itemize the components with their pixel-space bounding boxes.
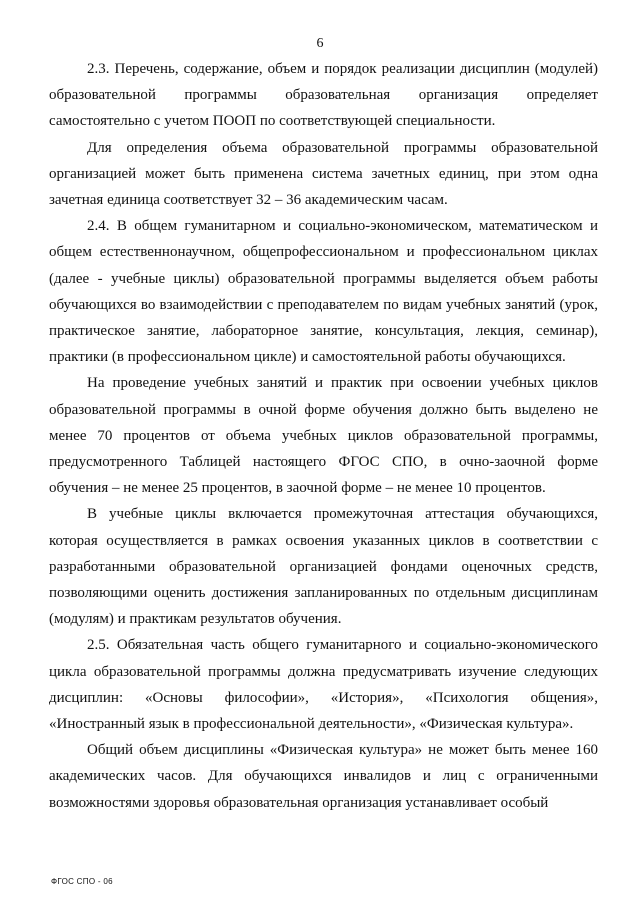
paragraph-2-4: 2.4. В общем гуманитарном и социально-экономическом, математическом и общем естественнонаучном, общепрофессиональном и профессиональном циклах (далее - учебные циклы) образовательной программы выделяется объем работы обучающихся во взаимодействии с преподавателем по видам учебных занятий (урок, практическое занятие, лабораторное занятие, консультация, лекция, семинар), практики (в профессиональном цикле) и самостоятельной работы обучающихся. [49,218,598,366]
body-text [49,56,598,816]
paragraph-study-hours: На проведение учебных занятий и практик при освоении учебных циклов образовательной программы в очной форме обучения должно быть выделено не менее 70 процентов от объема учебных циклов образовательной программы, предусмотренного Таблицей настоящего ФГОС СПО, в очно-заочной форме обучения – не менее 25 процентов, в заочной форме – не менее 10 процентов. [49,375,598,497]
paragraph-attestation: В учебные циклы включается промежуточная аттестация обучающихся, которая осуществляется в рамках освоения указанных циклов в соответствии с разработанными образовательной организацией фондами оценочных средств, позволяющими оценить достижения запланированных по отдельным дисциплинам (модулям) и практикам результатов обучения. [49,506,598,628]
paragraph-credit-units: Для определения объема образовательной программы образовательной организацией может быть применена система зачетных единиц, при этом одна зачетная единица соответствует 32 – 36 академическим часам. [49,139,598,209]
paragraph-2-5: 2.5. Обязательная часть общего гуманитарного и социально-экономического цикла образовательной программы должна предусматривать изучение следующих дисциплин: «Основы философии», «История», «Психология общения», «Иностранный язык в профессиональной деятельности», «Физическая культура». [49,637,598,733]
page-number: 6 [316,36,324,51]
footer-code: ФГОС СПО - 06 [51,877,113,886]
paragraph-2-3: 2.3. Перечень, содержание, объем и порядок реализации дисциплин (модулей) образовательной программы образовательная организация определяет самостоятельно с учетом ПООП по соответствующей специальности. [49,61,598,130]
paragraph-physical-culture: Общий объем дисциплины «Физическая культура» не может быть менее 160 академических часов. Для обучающихся инвалидов и лиц с ограниченными возможностями здоровья образовательная организация устанавливает особый [49,742,598,811]
